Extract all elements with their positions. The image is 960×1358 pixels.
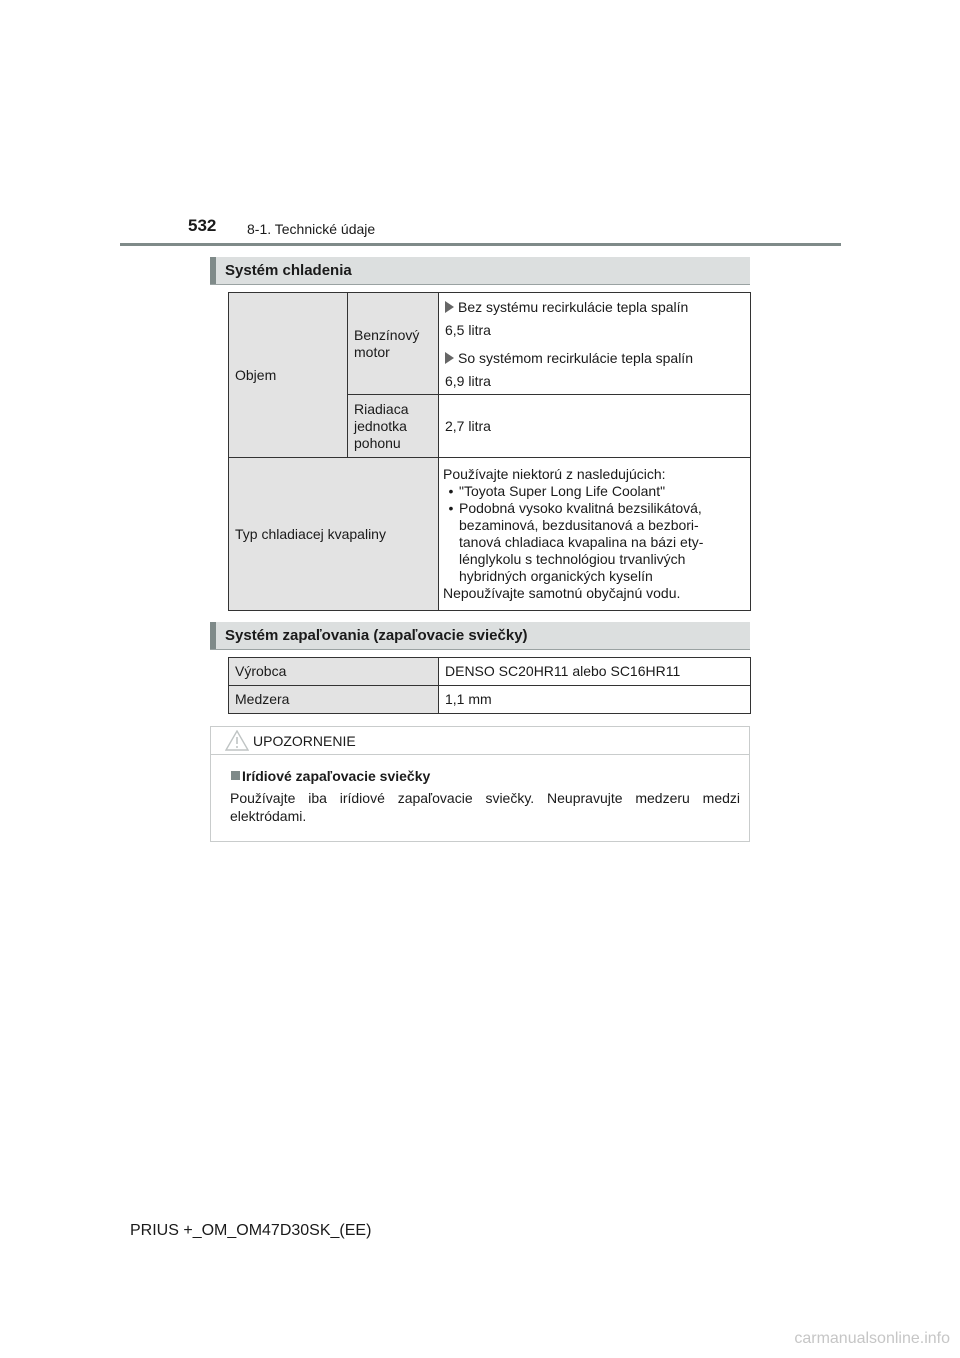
section-rule [210, 284, 750, 285]
chapter-title: 8-1. Technické údaje [247, 221, 376, 237]
engine-label-line: motor [354, 343, 390, 360]
bullet-icon: • [448, 500, 454, 516]
triangle-bullet-icon [445, 352, 454, 364]
gap-label: Medzera [229, 686, 439, 714]
option-1-value: 6,5 litra [445, 322, 491, 338]
engine-values [439, 293, 751, 395]
pcu-value: 2,7 litra [439, 395, 751, 458]
manufacturer-value: DENSO SC20HR11 alebo SC16HR11 [439, 658, 751, 686]
caution-item-text: Používajte iba irídiové zapaľovacie sviečky. Neupravujte medzeru medzi elektródami. [230, 790, 740, 824]
table-row [229, 658, 751, 686]
volume-label: Objem [229, 293, 348, 458]
coolant-bullet-line: "Toyota Super Long Life Coolant" [459, 483, 666, 499]
pcu-label [348, 395, 439, 458]
option-2 [445, 350, 744, 367]
coolant-bullet-text [459, 500, 746, 585]
coolant-bullet [443, 500, 746, 585]
document-code: PRIUS +_OM_OM47D30SK_(EE) [130, 1222, 372, 1239]
coolant-intro: Používajte niektorú z nasledujúcich: [443, 466, 666, 482]
coolant-bullet-line: tanová chladiaca kvapalina na bázi ety- [459, 534, 704, 550]
gap-value: 1,1 mm [439, 686, 751, 714]
header-rule [120, 243, 841, 246]
table-row [229, 293, 751, 395]
bullet-icon: • [448, 483, 454, 499]
coolant-bullet-line: Podobná vysoko kvalitná bezsilikátová, [459, 500, 702, 516]
square-bullet-icon [231, 771, 240, 780]
coolant-values [439, 458, 751, 611]
coolant-bullet-line: lénglykolu s technológiou trvanlivých [459, 551, 686, 567]
option-1-label: Bez systému recirkulácie tepla spalín [458, 299, 689, 315]
table-row [229, 458, 751, 611]
section-heading-ignition: Systém zapaľovania (zapaľovacie sviečky) [210, 622, 750, 649]
pcu-label-line: Riadiaca [354, 400, 409, 417]
section-rule [210, 649, 750, 650]
option-1 [445, 299, 744, 316]
watermark: carmanualsonline.info [794, 1330, 950, 1347]
caution-label: UPOZORNENIE [253, 733, 356, 749]
option-2-label: So systémom recirkulácie tepla spalín [458, 350, 693, 366]
coolant-label: Typ chladiacej kvapaliny [229, 458, 439, 611]
page-number: 532 [188, 216, 217, 235]
ignition-table [228, 657, 751, 714]
cooling-table [228, 292, 751, 611]
coolant-bullet-line: bezaminová, bezdusitanová a bezbori- [459, 517, 699, 533]
table-row [229, 686, 751, 714]
section-heading-cooling: Systém chladenia [210, 257, 750, 284]
coolant-bullet-text [459, 483, 746, 500]
coolant-bullet [443, 483, 746, 500]
coolant-bullet-line: hybridných organických kyselín [459, 568, 653, 584]
coolant-note: Nepoužívajte samotnú obyčajnú vodu. [443, 585, 681, 601]
caution-item-title: Irídiové zapaľovacie sviečky [242, 768, 431, 784]
triangle-bullet-icon [445, 301, 454, 313]
engine-label-line: Benzínový [354, 326, 420, 343]
engine-label [348, 293, 439, 395]
pcu-label-line: pohonu [354, 434, 401, 451]
pcu-label-line: jednotka [354, 417, 407, 434]
manufacturer-label: Výrobca [229, 658, 439, 686]
warning-triangle-icon [225, 730, 249, 751]
option-2-value: 6,9 litra [445, 373, 491, 389]
